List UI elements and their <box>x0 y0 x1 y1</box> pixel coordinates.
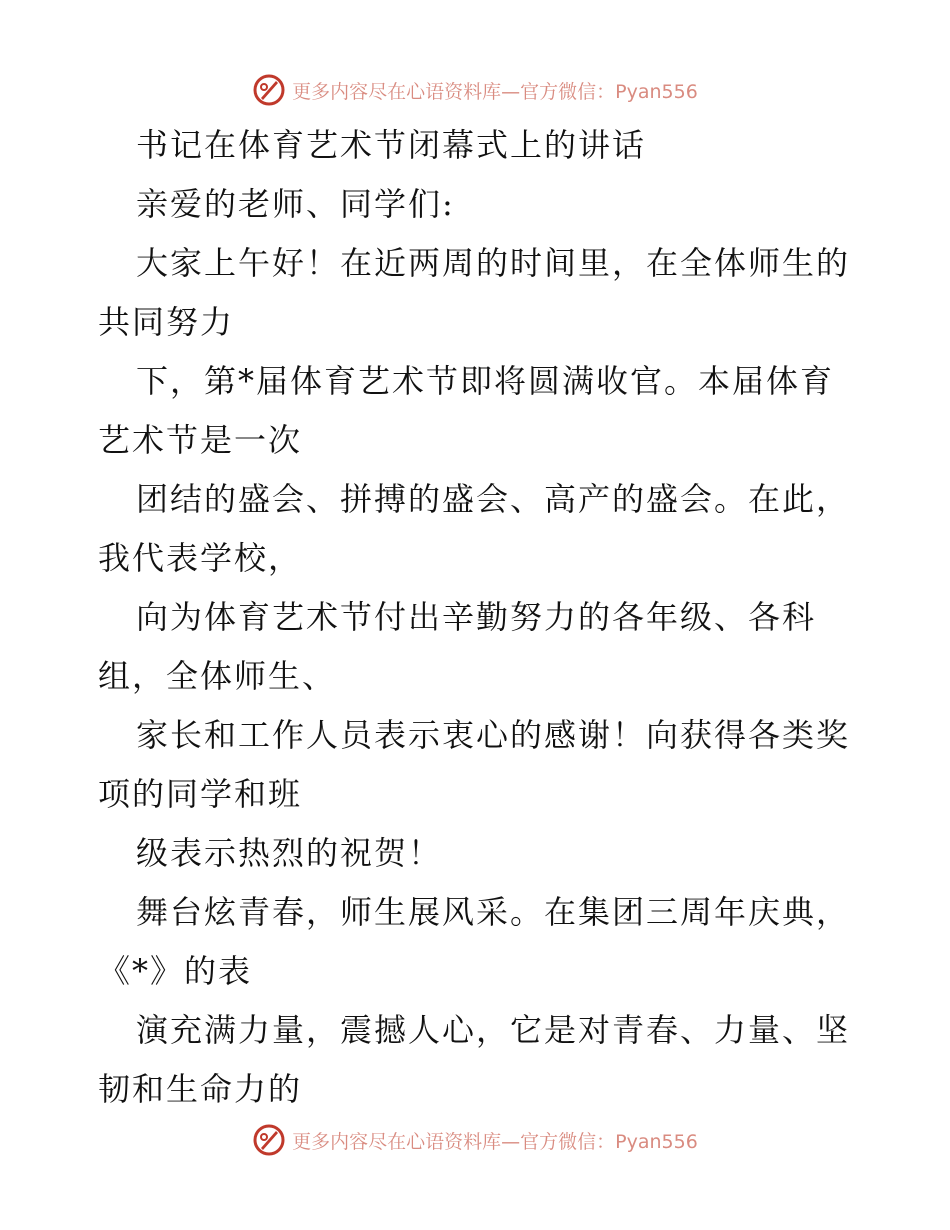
watermark-text: 更多内容尽在心语资料库—官方微信：Pyan556 <box>292 80 698 103</box>
paragraph-line: 大家上午好！在近两周的时间里，在全体师生的 <box>136 244 851 282</box>
quill-seal-icon <box>252 1123 286 1157</box>
paragraph-line: 韧和生命力的 <box>98 1070 303 1108</box>
paragraph-line: 舞台炫青春，师生展风采。在集团三周年庆典， <box>136 893 851 931</box>
paragraph-line: 演充满力量，震撼人心，它是对青春、力量、坚 <box>136 1011 851 1049</box>
watermark-text: 更多内容尽在心语资料库—官方微信：Pyan556 <box>292 1130 698 1153</box>
paragraph-line: 艺术节是一次 <box>98 421 303 459</box>
paragraph-line: 项的同学和班 <box>98 775 303 813</box>
paragraph-line: 《*》的表 <box>98 952 253 990</box>
paragraph-line: 团结的盛会、拼搏的盛会、高产的盛会。在此， <box>136 480 851 518</box>
paragraph-line: 组，全体师生、 <box>98 657 337 695</box>
paragraph-line: 家长和工作人员表示衷心的感谢！向获得各类奖 <box>136 716 851 754</box>
paragraph-line: 下，第*届体育艺术节即将圆满收官。本届体育 <box>136 362 835 400</box>
document-body <box>98 116 858 1119</box>
quill-seal-icon <box>252 73 286 107</box>
paragraph-line: 级表示热烈的祝贺！ <box>136 834 443 872</box>
paragraph-line: 我代表学校， <box>98 539 303 577</box>
paragraph-line: 共同努力 <box>98 303 235 341</box>
paragraph-line: 亲爱的老师、同学们: <box>136 185 455 223</box>
paragraph-line: 向为体育艺术节付出辛勤努力的各年级、各科 <box>136 598 817 636</box>
watermark-footer <box>0 1120 950 1160</box>
watermark-header <box>0 70 950 110</box>
paragraph-line: 书记在体育艺术节闭幕式上的讲话 <box>136 126 647 164</box>
